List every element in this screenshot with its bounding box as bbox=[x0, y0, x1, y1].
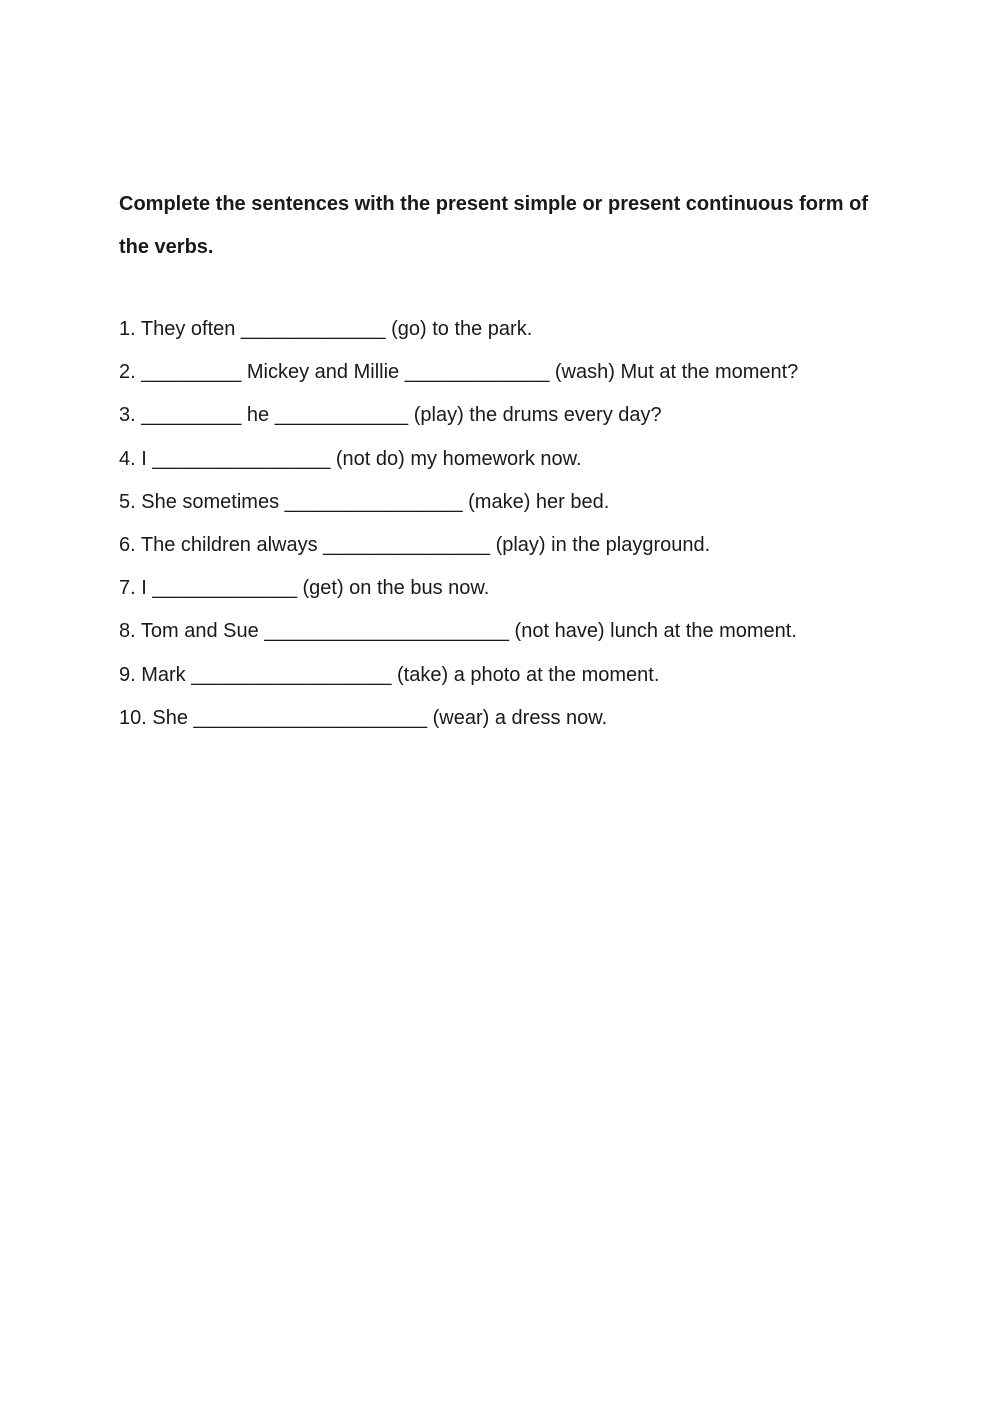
exercise-item-1: 1. They often _____________ (go) to the park. bbox=[119, 318, 533, 340]
exercise-list bbox=[119, 308, 919, 740]
exercise-item-4: 4. I ________________ (not do) my homework now. bbox=[119, 447, 582, 470]
exercise-item-5: 5. She sometimes ________________ (make) her bed. bbox=[119, 490, 610, 513]
exercise-item-7: 7. I _____________ (get) on the bus now. bbox=[119, 577, 490, 600]
exercise-item-8: 8. Tom and Sue ______________________ (not have) lunch at the moment. bbox=[119, 620, 797, 643]
exercise-item-10: 10. She _____________________ (wear) a dress now. bbox=[119, 706, 608, 729]
exercise-item-9: 9. Mark __________________ (take) a photo at the moment. bbox=[119, 663, 660, 686]
instructions-text: Complete the sentences with the present simple or present continuous form of the verbs. bbox=[119, 193, 869, 258]
exercise-item-3: 3. _________ he ____________ (play) the drums every day? bbox=[119, 404, 662, 427]
exercise-item-6: 6. The children always _______________ (play) in the playground. bbox=[119, 533, 711, 556]
exercise-item-2: 2. _________ Mickey and Millie _____________ (wash) Mut at the moment? bbox=[119, 361, 799, 384]
